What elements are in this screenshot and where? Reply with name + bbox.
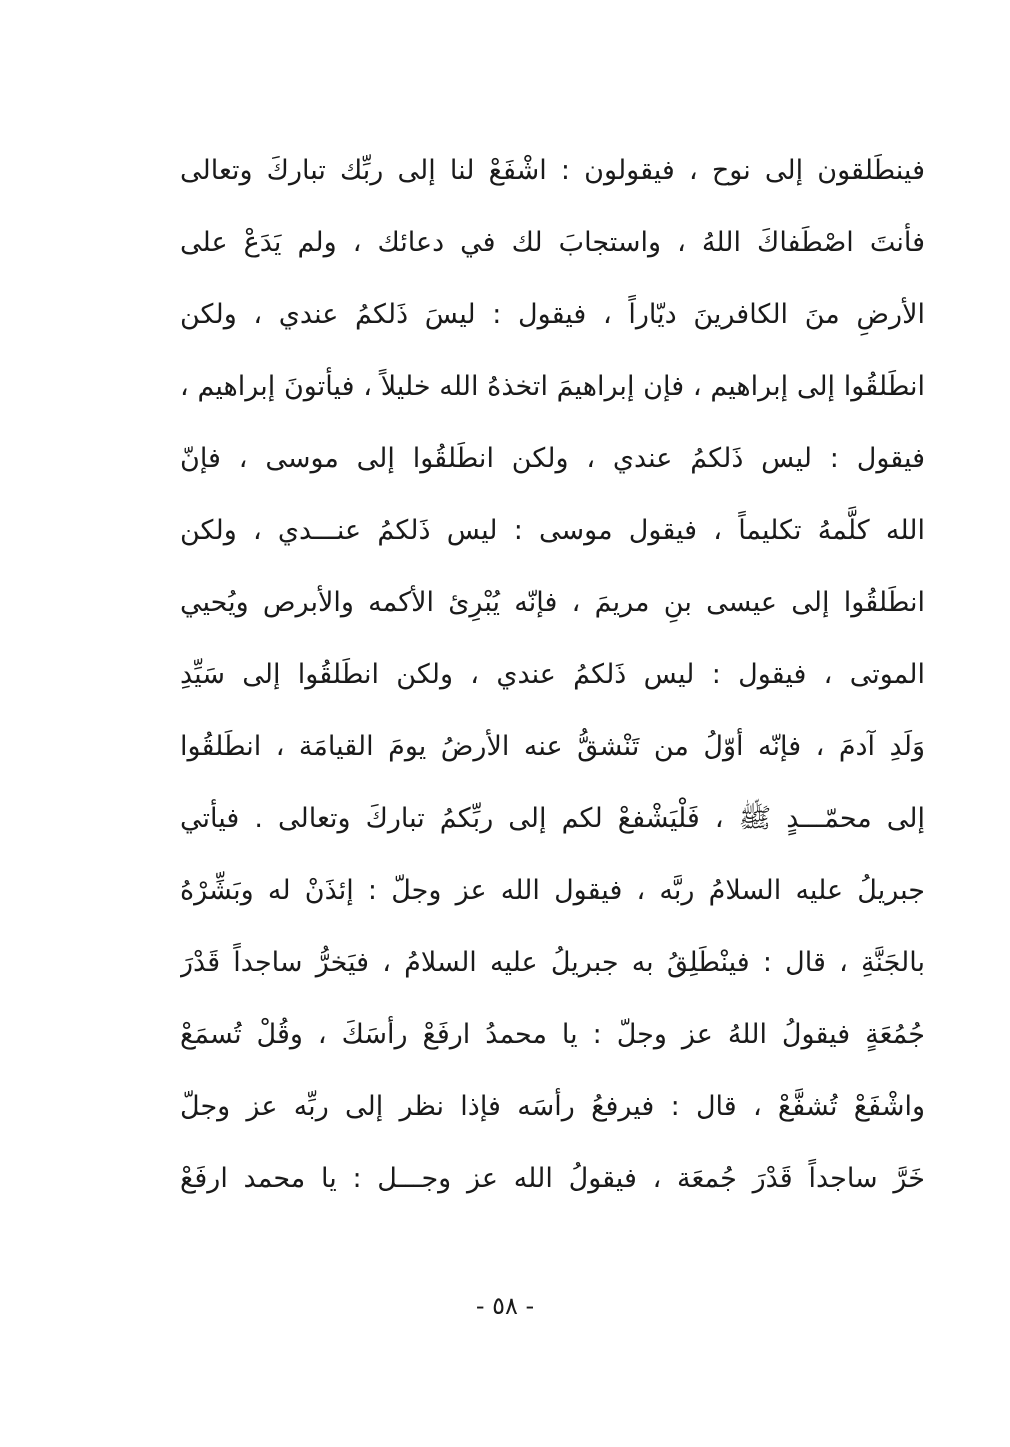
text-line: فأنتَ اصْطَفاكَ اللهُ ، واستجابَ لك في دعائك ، ولم يَدَعْ على bbox=[180, 227, 925, 258]
text-line: واشْفَعْ تُشفَّعْ ، قال : فيرفعُ رأسَه فإذا نظر إلى ربِّه عز وجلّ bbox=[180, 1091, 925, 1122]
text-line: وَلَدِ آدمَ ، فإنّه أوّلُ من تَنْشقُّ عنه الأرضُ يومَ القيامَة ، انطَلقُوا bbox=[180, 731, 925, 762]
text-line: فيقول : ليس ذَلكمُ عندي ، ولكن انطَلقُوا إلى موسى ، فإنّ bbox=[180, 443, 925, 474]
text-line: جُمُعَةٍ فيقولُ اللهُ عز وجلّ : يا محمدُ ارفَعْ رأسَكَ ، وقُلْ تُسمَعْ bbox=[180, 1019, 925, 1050]
text-line: انطَلقُوا إلى عيسى بنِ مريمَ ، فإنّه يُبْرِئ الأكمه والأبرص ويُحيي bbox=[180, 587, 925, 618]
text-line: الأرضِ منَ الكافرينَ ديّاراً ، فيقول : ليسَ ذَلكمُ عندي ، ولكن bbox=[180, 299, 925, 330]
text-line: انطَلقُوا إلى إبراهيم ، فإن إبراهيمَ اتخذهُ الله خليلاً ، فيأتونَ إبراهيم ، bbox=[180, 371, 925, 402]
text-line: بالجَنَّةِ ، قال : فينْطَلِقُ به جبريلُ عليه السلامُ ، فيَخرُّ ساجداً قَدْرَ bbox=[180, 947, 925, 978]
text-line: جبريلُ عليه السلامُ ربَّه ، فيقول الله عز وجلّ : إئذَنْ له وبَشِّرْهُ bbox=[180, 875, 925, 906]
text-line: الموتى ، فيقول : ليس ذَلكمُ عندي ، ولكن انطَلقُوا إلى سَيِّدِ bbox=[180, 659, 925, 690]
page-number: - ٥٨ - bbox=[475, 1292, 535, 1320]
text-line: إلى محمّـــدٍ ﷺ ، فَلْيَشْفعْ لكم إلى ربِّكمُ تباركَ وتعالى . فيأتي bbox=[180, 803, 925, 834]
text-line: فينطَلقون إلى نوح ، فيقولون : اشْفَعْ لنا إلى ربِّك تباركَ وتعالى bbox=[180, 155, 925, 186]
body-text bbox=[180, 135, 925, 1215]
text-line: الله كلَّمهُ تكليماً ، فيقول موسى : ليس ذَلكمُ عنـــدي ، ولكن bbox=[180, 515, 925, 546]
text-line: خَرَّ ساجداً قَدْرَ جُمعَة ، فيقولُ الله عز وجـــل : يا محمد ارفَعْ bbox=[180, 1163, 925, 1194]
